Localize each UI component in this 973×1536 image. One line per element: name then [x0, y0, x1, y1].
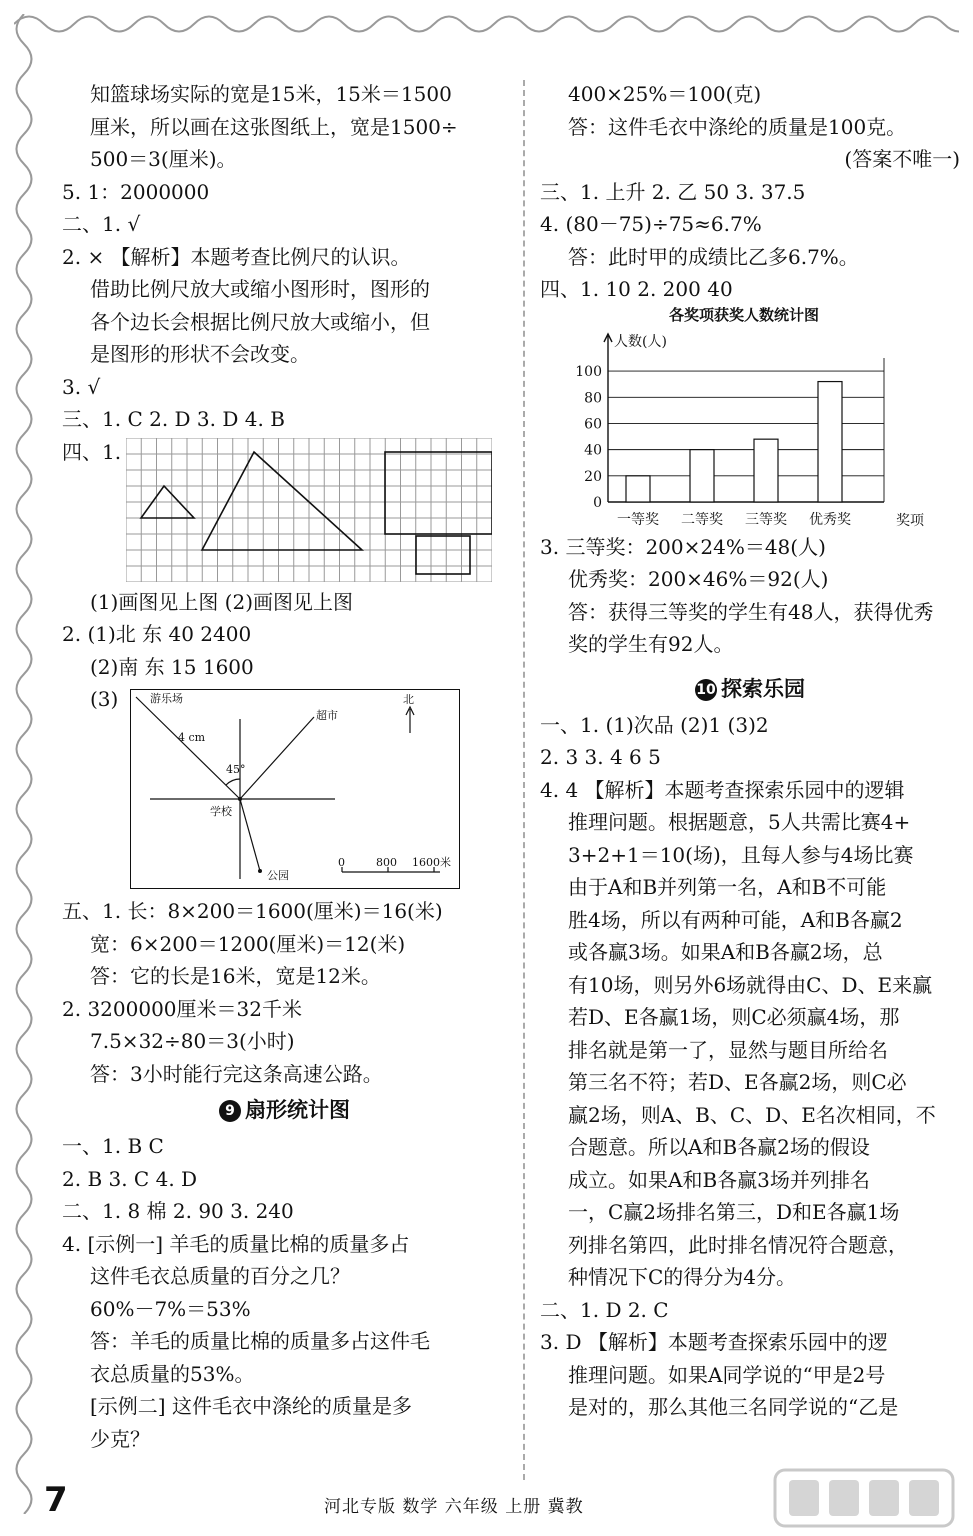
answer-line: 2. (1)北 东 40 2400 [62, 622, 252, 646]
answer-line: 或各赢3场。如果A和B各赢2场，总 [568, 940, 883, 964]
park-label: 公园 [267, 869, 289, 882]
school-label: 学校 [210, 805, 232, 818]
answer-line: 奖的学生有92人。 [568, 632, 734, 656]
answer-line: 3. 三等奖：200×24%＝48(人) [540, 534, 826, 559]
answer-line: 各个边长会根据比例尺放大或缩小，但 [90, 309, 430, 334]
column-divider [523, 80, 525, 1480]
page-border-top [14, 4, 959, 44]
chart-y-tick-label: 80 [584, 389, 602, 406]
answer-line: 宽：6×200＝1200(厘米)＝12(米) [90, 931, 406, 956]
answer-line: 四、1. 10 2. 200 40 [540, 277, 733, 301]
chart-bar [754, 439, 778, 502]
answer-line: 优秀奖：200×46%＝92(人) [568, 567, 829, 591]
angle-label: 45° [226, 763, 246, 776]
answer-line: 60%－7%＝53% [90, 1296, 251, 1321]
answer-line: 一，C赢2场排名第三，D和E各赢1场 [568, 1200, 900, 1224]
bar-chart [544, 306, 944, 531]
answer-line: 排名就是第一了，显然与题目所给名 [568, 1037, 888, 1062]
page-number: 7 [44, 1480, 68, 1520]
answer-line: 知篮球场实际的宽是15米，15米＝1500 [90, 82, 452, 106]
chart-bar [690, 449, 714, 501]
answer-line: 推理问题。如果A同学说的“甲是2号 [568, 1362, 886, 1387]
answer-line: 有10场，则另外6场就得由C、D、E来赢 [568, 972, 933, 997]
answer-line: (1)画图见上图 (2)画图见上图 [90, 589, 354, 614]
scale-label: 0 [338, 856, 345, 869]
answer-line: 种情况下C的得分为4分。 [568, 1265, 797, 1289]
section-number: 10 [695, 679, 717, 701]
answer-line: 一、1. B C [62, 1134, 164, 1158]
section-number: 9 [219, 1100, 241, 1122]
answer-line: 是图形的形状不会改变。 [90, 342, 310, 366]
answer-line: 2. B 3. C 4. D [62, 1166, 198, 1191]
chart-title: 各奖项获奖人数统计图 [668, 305, 820, 324]
answer-line: 合题意。所以A和B各赢2场的假设 [568, 1135, 870, 1159]
answer-line: 答：这件毛衣中涤纶的质量是100克。 [568, 114, 907, 139]
grid-drawing [126, 438, 492, 582]
answer-line: 胜4场，所以有两种可能，A和B各赢2 [568, 907, 903, 932]
answer-line: 答：此时甲的成绩比乙多6.7%。 [568, 244, 859, 269]
page-border-left [4, 14, 44, 1514]
answer-line: 推理问题。根据题意，5人共需比赛4+ [568, 810, 911, 834]
answer-line: 是对的，那么其他三名同学说的“乙是 [568, 1395, 899, 1419]
answer-line: 第三名不符；若D、E各赢2场，则C必 [568, 1070, 907, 1094]
answer-line: 2. × 【解析】本题考查比例尺的认识。 [62, 244, 411, 269]
answer-line: 借助比例尺放大或缩小图形时，图形的 [90, 277, 430, 301]
answer-line: 4. 4 【解析】本题考查探索乐园中的逻辑 [540, 777, 905, 802]
answer-line: 7.5×32÷80＝3(小时) [90, 1029, 295, 1053]
north-label: 北 [403, 693, 414, 706]
right-column [540, 78, 960, 1424]
chart-y-tick-label: 20 [584, 468, 602, 485]
answer-line: 二、1. 8 棉 2. 90 3. 240 [62, 1199, 294, 1223]
answer-line: 二、1. D 2. C [540, 1297, 669, 1322]
answer-line: 答：获得三等奖的学生有48人，获得优秀 [568, 599, 934, 624]
answer-line: 列排名第四，此时排名情况符合题意， [568, 1232, 908, 1257]
answer-line: 厘米，所以画在这张图纸上，宽是1500÷ [90, 114, 458, 139]
watermark-logo [769, 1462, 959, 1532]
chart-bar [626, 475, 650, 501]
answer-line: 2. 3200000厘米＝32千米 [62, 996, 302, 1021]
answer-line: 衣总质量的53%。 [90, 1361, 255, 1386]
answer-line: 五、1. 长：8×200＝1600(厘米)＝16(米) [62, 899, 443, 923]
answer-line: 400×25%＝100(克) [568, 82, 762, 106]
section-title: 探索乐园 [721, 676, 805, 701]
answer-line: 二、1. √ [62, 212, 141, 236]
answer-line: 成立。如果A和B各赢3场并列排名 [568, 1167, 870, 1192]
section-heading [540, 669, 960, 709]
answer-line: 500＝3(厘米)。 [90, 147, 237, 171]
chart-y-axis-label: 人数(人) [614, 333, 667, 350]
answer-line: 三、1. 上升 2. 乙 50 3. 37.5 [540, 179, 806, 204]
answer-line: 答：羊毛的质量比棉的质量多占这件毛 [90, 1329, 430, 1353]
answer-line: 四、1. [62, 439, 122, 464]
chart-y-tick-label: 60 [584, 415, 602, 432]
answer-line: 少克？ [90, 1426, 150, 1451]
chart-x-tick-label: 三等奖 [745, 511, 787, 528]
left-column [62, 78, 507, 1455]
playground-label: 游乐场 [150, 692, 183, 705]
chart-y-tick-label: 0 [593, 494, 602, 511]
answer-line: 3+2+1＝10(场)，且每人参与4场比赛 [568, 842, 914, 867]
answer-line: 若D、E各赢1场，则C必须赢4场，那 [568, 1005, 900, 1029]
direction-map [130, 689, 460, 889]
answer-line: 3. D 【解析】本题考查探索乐园中的逻 [540, 1330, 888, 1354]
answer-line: 答：3小时能行完这条高速公路。 [90, 1061, 383, 1086]
chart-bar [818, 381, 842, 501]
scale-label: 1600米 [412, 856, 451, 869]
chart-y-tick-label: 40 [584, 442, 602, 459]
answer-line: 5. 1：2000000 [62, 179, 210, 204]
answer-line: 一、1. (1)次品 (2)1 (3)2 [540, 712, 769, 737]
market-label: 超市 [316, 709, 338, 722]
answer-line: 2. 3 3. 4 6 5 [540, 745, 661, 769]
answer-line: 这件毛衣总质量的百分之几？ [90, 1264, 350, 1288]
answer-line: (2)南 东 15 1600 [90, 654, 254, 679]
chart-x-axis-label: 奖项 [896, 512, 924, 529]
answer-line: (答案不唯一) [844, 147, 960, 171]
answer-line: 由于A和B并列第一名，A和B不可能 [568, 875, 887, 899]
section-title: 扇形统计图 [245, 1098, 350, 1122]
chart-y-tick-label: 100 [575, 363, 602, 380]
chart-x-tick-label: 一等奖 [617, 511, 659, 528]
footer-text: 河北专版 数学 六年级 上册 冀教 [324, 1497, 584, 1517]
answer-line: 三、1. C 2. D 3. D 4. B [62, 407, 285, 431]
scale-label: 800 [376, 856, 397, 869]
chart-x-tick-label: 二等奖 [681, 511, 723, 528]
section-heading [62, 1090, 507, 1130]
answer-line: 4. [示例一] 羊毛的质量比棉的质量多占 [62, 1231, 410, 1256]
answer-line: 答：它的长是16米，宽是12米。 [90, 964, 381, 988]
answer-line: [示例二] 这件毛衣中涤纶的质量是多 [90, 1394, 412, 1418]
chart-x-tick-label: 优秀奖 [809, 511, 851, 528]
answer-line: (3) [90, 687, 119, 711]
answer-line: 3. √ [62, 374, 101, 399]
answer-line: 4. (80－75)÷75≈6.7% [540, 212, 762, 236]
answer-line: 赢2场，则A、B、C、D、E名次相同，不 [568, 1102, 936, 1127]
distance-label: 4 cm [178, 731, 206, 744]
